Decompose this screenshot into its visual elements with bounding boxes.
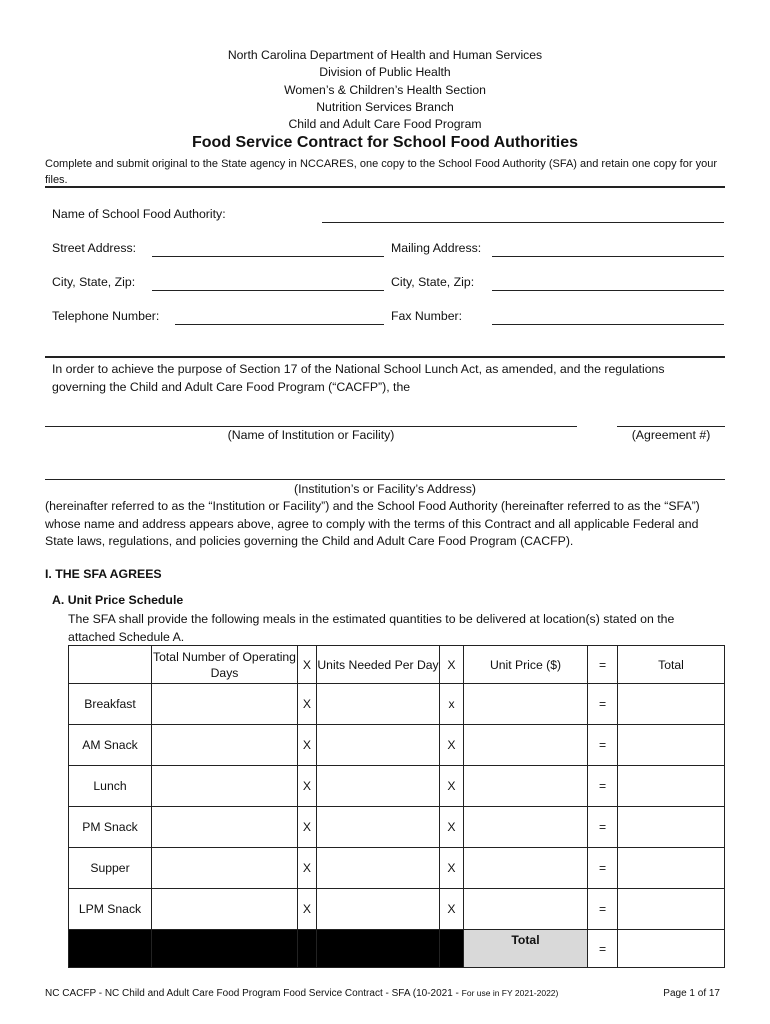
table-header-row — [69, 646, 725, 684]
total-input[interactable] — [618, 807, 725, 848]
section-heading: I. THE SFA AGREES — [45, 567, 162, 581]
subsection-heading: A. Unit Price Schedule — [52, 593, 184, 607]
document-title: Food Service Contract for School Food Authorities — [191, 134, 579, 151]
header-cell: = — [588, 646, 618, 684]
multiply-sign: X — [298, 684, 317, 725]
instructions: Complete and submit original to the State agency in NCCARES, one copy to the School Food Authority (SFA) and retain one copy for your files. — [45, 158, 717, 186]
agreement-number-caption: (Agreement #) — [631, 428, 711, 442]
table-row — [69, 848, 725, 889]
footer-fiscal-year: For use in FY 2021-2022) — [461, 988, 559, 998]
blacked-out-cell — [298, 930, 317, 968]
sfa-name-label: Name of School Food Authority: — [52, 207, 226, 221]
multiply-sign: X — [440, 889, 464, 930]
operating-days-input[interactable] — [152, 684, 298, 725]
footer-form-title: NC CACFP - NC Child and Adult Care Food Program Food Service Contract - SFA (10-2021 - — [45, 988, 462, 999]
header-cell: X — [298, 646, 317, 684]
table-row — [69, 725, 725, 766]
units-per-day-input[interactable] — [317, 807, 440, 848]
agreement-number-field[interactable] — [617, 426, 725, 427]
street-address-label: Street Address: — [52, 241, 137, 255]
blacked-out-cell — [317, 930, 440, 968]
intro-text: In order to achieve the purpose of Section 17 of the National School Lunch Act, as amended, and the regulations governing the Child and Adult Care Food Program (“CACFP”), the — [52, 362, 665, 394]
header-cell — [69, 646, 152, 684]
operating-days-input[interactable] — [152, 725, 298, 766]
division-name: Division of Public Health — [319, 65, 451, 79]
section-name: Women’s & Children’s Health Section — [284, 83, 486, 97]
street-address-field[interactable] — [152, 256, 384, 257]
city-state-zip-field[interactable] — [152, 290, 384, 291]
header-cell: Total Number of Operating Days — [152, 646, 298, 684]
divider — [45, 356, 725, 358]
operating-days-input[interactable] — [152, 889, 298, 930]
unit-price-input[interactable] — [464, 889, 588, 930]
units-per-day-input[interactable] — [317, 766, 440, 807]
meal-label: Breakfast — [69, 684, 152, 725]
equals-sign: = — [588, 848, 618, 889]
equals-sign: = — [588, 766, 618, 807]
mailing-city-state-zip-label: City, State, Zip: — [391, 275, 475, 289]
table-row — [69, 684, 725, 725]
total-input[interactable] — [618, 684, 725, 725]
total-label: Total — [464, 930, 588, 968]
multiply-sign: X — [298, 889, 317, 930]
multiply-sign: X — [298, 766, 317, 807]
agreement-text: (hereinafter referred to as the “Institution or Facility”) and the School Food Authority (hereinafter referred to as the “SFA”) whose name and address appears above, agree to comply with the terms of this Contract and all applicable Federal and State laws, regulations, and policies governing the Child and Adult Care Food Program (CACFP). — [45, 499, 700, 548]
table-row — [69, 807, 725, 848]
table-row — [69, 766, 725, 807]
equals-sign: = — [588, 725, 618, 766]
total-input[interactable] — [618, 766, 725, 807]
multiply-sign: X — [440, 848, 464, 889]
divider — [45, 186, 725, 188]
telephone-label: Telephone Number: — [52, 309, 160, 323]
footer-form-id — [45, 988, 558, 999]
page-number: Page 1 of 17 — [663, 988, 720, 999]
total-input[interactable] — [618, 725, 725, 766]
multiply-sign: X — [298, 807, 317, 848]
multiply-sign: X — [298, 725, 317, 766]
branch-name: Nutrition Services Branch — [316, 100, 454, 114]
institution-name-caption: (Name of Institution or Facility) — [227, 428, 395, 442]
operating-days-input[interactable] — [152, 766, 298, 807]
units-per-day-input[interactable] — [317, 684, 440, 725]
unit-price-input[interactable] — [464, 725, 588, 766]
meal-label: AM Snack — [69, 725, 152, 766]
sfa-name-field[interactable] — [322, 222, 724, 223]
units-per-day-input[interactable] — [317, 725, 440, 766]
unit-price-input[interactable] — [464, 684, 588, 725]
equals-sign: = — [588, 930, 618, 968]
blacked-out-cell — [69, 930, 152, 968]
header-cell: Unit Price ($) — [464, 646, 588, 684]
header-cell: Total — [618, 646, 725, 684]
fax-label: Fax Number: — [391, 309, 463, 323]
grand-total-input[interactable] — [618, 930, 725, 968]
operating-days-input[interactable] — [152, 807, 298, 848]
institution-address-field[interactable] — [45, 479, 725, 480]
table-total-row — [69, 930, 725, 968]
multiply-sign: X — [440, 807, 464, 848]
total-input[interactable] — [618, 848, 725, 889]
mailing-city-state-zip-field[interactable] — [492, 290, 724, 291]
meal-label: LPM Snack — [69, 889, 152, 930]
multiply-sign: X — [298, 848, 317, 889]
equals-sign: = — [588, 684, 618, 725]
mailing-address-label: Mailing Address: — [391, 241, 482, 255]
blacked-out-cell — [440, 930, 464, 968]
multiply-sign: x — [440, 684, 464, 725]
program-name: Child and Adult Care Food Program — [288, 117, 482, 131]
telephone-field[interactable] — [175, 324, 384, 325]
operating-days-input[interactable] — [152, 848, 298, 889]
multiply-sign: X — [440, 725, 464, 766]
header-cell: X — [440, 646, 464, 684]
meal-label: Supper — [69, 848, 152, 889]
mailing-address-field[interactable] — [492, 256, 724, 257]
blacked-out-cell — [152, 930, 298, 968]
agency-name: North Carolina Department of Health and Human Services — [227, 48, 543, 62]
meal-label: PM Snack — [69, 807, 152, 848]
total-input[interactable] — [618, 889, 725, 930]
units-per-day-input[interactable] — [317, 889, 440, 930]
unit-price-input[interactable] — [464, 766, 588, 807]
institution-name-field[interactable] — [45, 426, 577, 427]
equals-sign: = — [588, 889, 618, 930]
city-state-zip-label: City, State, Zip: — [52, 275, 136, 289]
units-per-day-input[interactable] — [317, 848, 440, 889]
unit-price-input[interactable] — [464, 848, 588, 889]
multiply-sign: X — [440, 766, 464, 807]
unit-price-input[interactable] — [464, 807, 588, 848]
institution-address-caption: (Institution’s or Facility’s Address) — [293, 482, 476, 496]
header-cell: Units Needed Per Day — [317, 646, 440, 684]
meal-label: Lunch — [69, 766, 152, 807]
fax-field[interactable] — [492, 324, 724, 325]
equals-sign: = — [588, 807, 618, 848]
subsection-text: The SFA shall provide the following meals in the estimated quantities to be delivered at location(s) stated on the attached Schedule A. — [68, 612, 675, 644]
unit-price-table — [68, 645, 725, 968]
table-row — [69, 889, 725, 930]
